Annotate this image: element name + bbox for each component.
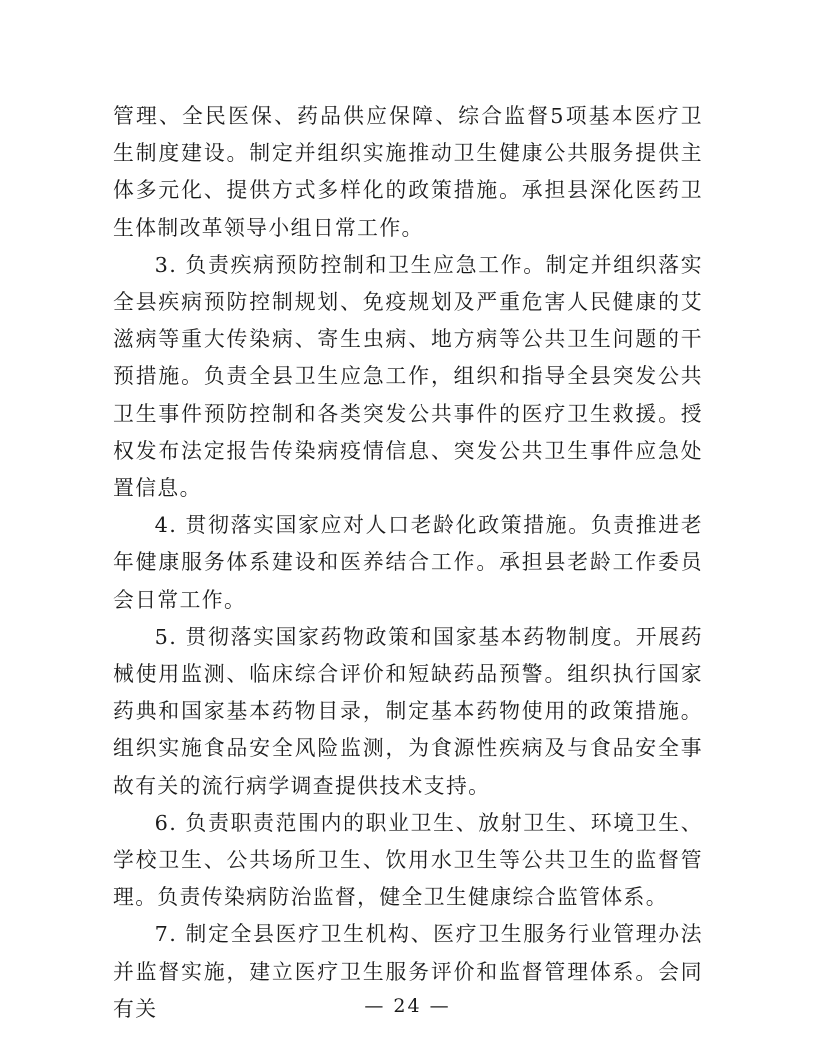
paragraph-item-7: 7. 制定全县医疗卫生机构、医疗卫生服务行业管理办法并监督实施，建立医疗卫生服务评价和监督管理体系。会同有关	[113, 922, 703, 1021]
paragraph-item-5: 5. 贯彻落实国家药物政策和国家基本药物制度。开展药械使用监测、临床综合评价和短缺药品预警。组织执行国家药典和国家基本药物目录，制定基本药物使用的政策措施。组织实施食品安全风险监测，为食源性疾病及与食品安全事故有关的流行病学调查提供技术支持。	[113, 624, 703, 798]
paragraph-item-3: 3. 负责疾病预防控制和卫生应急工作。制定并组织落实全县疾病预防控制规划、免疫规划及严重危害人民健康的艾滋病等重大传染病、寄生虫病、地方病等公共卫生问题的干预措施。负责全县卫生应急工作，组织和指导全县突发公共卫生事件预防控制和各类突发公共事件的医疗卫生救援。授权发布法定报告传染病疫情信息、突发公共卫生事件应急处置信息。	[113, 252, 703, 501]
paragraph-continuation: 管理、全民医保、药品供应保障、综合监督5项基本医疗卫生制度建设。制定并组织实施推动卫生健康公共服务提供主体多元化、提供方式多样化的政策措施。承担县深化医药卫生体制改革领导小组日常工作。	[113, 104, 703, 240]
paragraph-item-6: 6. 负责职责范围内的职业卫生、放射卫生、环境卫生、学校卫生、公共场所卫生、饮用水卫生等公共卫生的监督管理。负责传染病防治监督，健全卫生健康综合监管体系。	[113, 810, 703, 910]
body-text	[113, 98, 703, 1028]
page-number: — 24 —	[364, 995, 451, 1017]
paragraph-item-4: 4. 贯彻落实国家应对人口老龄化政策措施。负责推进老年健康服务体系建设和医养结合工作。承担县老龄工作委员会日常工作。	[113, 513, 703, 612]
